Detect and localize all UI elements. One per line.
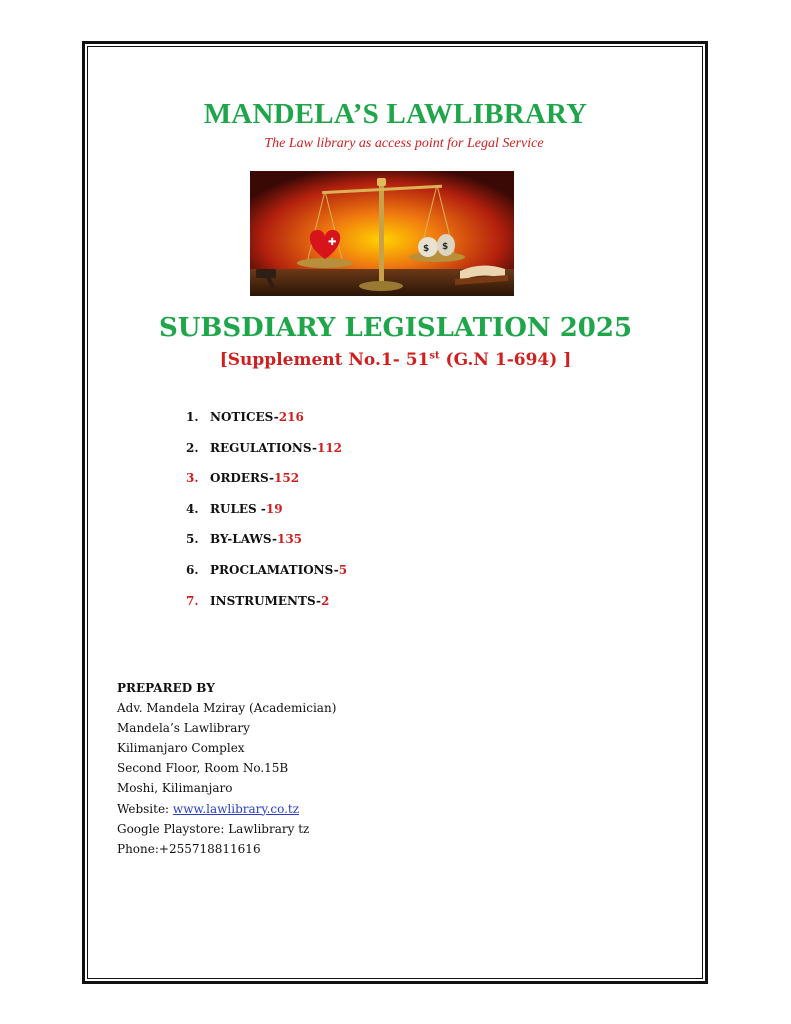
supplement-ordinal: st <box>429 350 440 362</box>
document-title: SUBSDIARY LEGISLATION 2025 <box>158 313 633 343</box>
prepared-by-block <box>117 681 336 862</box>
list-item-label: PROCLAMATIONS- <box>210 562 339 577</box>
list-item-count: 2 <box>321 593 330 608</box>
scales-of-justice-icon <box>250 171 514 296</box>
list-item <box>186 410 347 441</box>
supplement-line <box>0 350 791 370</box>
list-item-label: ORDERS- <box>210 471 275 486</box>
list-item <box>186 502 347 533</box>
author-name: Adv. Mandela Mziray (Academician) <box>117 701 337 716</box>
svg-text:$: $ <box>423 244 430 254</box>
website-line <box>117 802 336 822</box>
list-item-count: 112 <box>316 440 343 455</box>
playstore-line: Google Playstore: Lawlibrary tz <box>117 821 310 836</box>
svg-text:$: $ <box>442 242 449 252</box>
library-title: MANDELA’S LAWLIBRARY <box>203 98 588 130</box>
category-list <box>186 410 347 624</box>
list-item-number: 1. <box>186 410 199 424</box>
list-item <box>186 594 347 625</box>
list-item-label: REGULATIONS- <box>210 440 317 455</box>
list-item-number: 5. <box>186 532 199 547</box>
list-item-number: 2. <box>186 440 199 455</box>
list-item-count: 19 <box>265 501 283 516</box>
building-name: Kilimanjaro Complex <box>117 741 245 756</box>
svg-text:✚: ✚ <box>328 237 337 248</box>
list-item-count: 135 <box>276 532 303 547</box>
list-item-number: 4. <box>186 501 199 516</box>
list-item-label: BY-LAWS- <box>210 532 277 547</box>
list-item <box>186 441 347 472</box>
room-address: Second Floor, Room No.15B <box>117 761 289 776</box>
supplement-prefix: [Supplement No.1- 51 <box>219 350 430 370</box>
list-item-label: NOTICES- <box>210 410 279 424</box>
city-address: Moshi, Kilimanjaro <box>117 781 233 796</box>
supplement-suffix: (G.N 1-694) ] <box>439 350 572 370</box>
list-item <box>186 563 347 594</box>
list-item-count: 5 <box>338 562 348 577</box>
prepared-by-heading: PREPARED BY <box>117 681 215 695</box>
list-item-count: 152 <box>274 471 300 486</box>
list-item-number: 7. <box>186 593 199 608</box>
organization-name: Mandela’s Lawlibrary <box>117 721 250 736</box>
list-item-number: 3. <box>186 471 199 486</box>
list-item <box>186 532 347 563</box>
list-item-count: 216 <box>278 410 304 424</box>
list-item <box>186 471 347 502</box>
library-tagline: The Law library as access point for Legal Service <box>264 136 544 151</box>
website-link[interactable]: www.lawlibrary.co.tz <box>172 801 300 816</box>
list-item-label: RULES - <box>210 501 266 516</box>
list-item-label: INSTRUMENTS- <box>210 593 322 608</box>
phone-line: Phone:+255718811616 <box>117 841 261 856</box>
list-item-number: 6. <box>186 562 199 577</box>
website-label: Website: <box>117 801 173 816</box>
